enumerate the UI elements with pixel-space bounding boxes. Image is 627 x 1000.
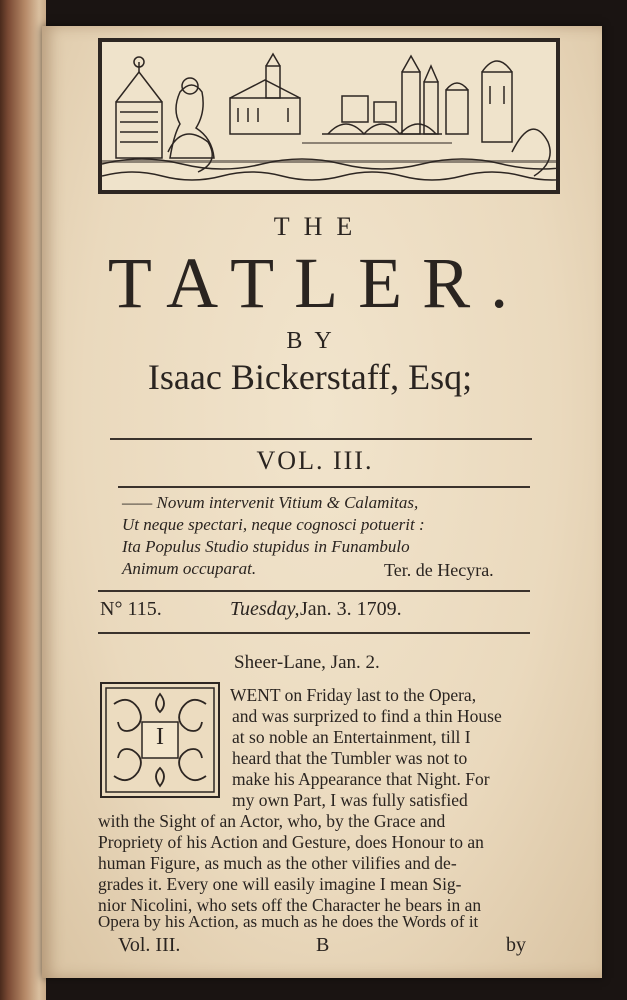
issue-date: Jan. 3. 1709. — [300, 598, 402, 620]
body-line: make his Appearance that Night. For — [232, 769, 490, 789]
epigraph-source: Ter. de Hecyra. — [384, 560, 494, 580]
issue-day: Tuesday, — [230, 598, 300, 620]
body-line: my own Part, I was fully satisfied — [232, 790, 468, 810]
footer-signature: Vol. III. — [118, 934, 181, 956]
epigraph-line: —— Novum intervenit Vitium & Calamitas, — [122, 493, 419, 512]
body-line: grades it. Every one will easily imagine I mean Sig- — [98, 874, 462, 894]
body-line: human Figure, as much as the other vilifies and de- — [98, 853, 457, 873]
volume-rule-top — [110, 438, 532, 440]
volume-label: VOL. III. — [256, 446, 374, 475]
issue-rule-bottom — [98, 632, 530, 634]
footer-catchword: by — [506, 934, 526, 956]
volume-rule-bottom — [118, 486, 530, 488]
book-spine — [0, 0, 46, 1000]
drop-cap-letter: I — [156, 724, 164, 750]
body-line: at so noble an Entertainment, till I — [232, 727, 471, 747]
body-line: and was surprized to find a thin House — [232, 706, 502, 726]
footer-mark: B — [316, 934, 330, 956]
body-line: heard that the Tumbler was not to — [232, 748, 468, 768]
epigraph-line: Ut neque spectari, neque cognosci potuerit : — [122, 515, 425, 534]
body-line: with the Sight of an Actor, who, by the Grace and — [98, 811, 446, 831]
masthead-by: BY — [286, 328, 344, 354]
masthead-the: THE — [273, 212, 367, 241]
body-line: nior Nicolini, who sets off the Character he bears in an — [98, 895, 482, 915]
issue-number: N° 115. — [100, 598, 162, 620]
epigraph-line: Ita Populus Studio stupidus in Funambulo — [122, 537, 410, 556]
masthead-title: TATLER. — [107, 243, 529, 323]
dateline: Sheer-Lane, Jan. 2. — [234, 652, 380, 673]
woodcut-illustration — [98, 38, 560, 194]
issue-rule-top — [98, 590, 530, 592]
epigraph-line: Animum occuparat. — [122, 559, 257, 578]
masthead-author: Isaac Bickerstaff, Esq; — [147, 357, 473, 397]
body-line: WENT on Friday last to the Opera, — [230, 685, 477, 705]
woodcut-scene-icon — [102, 42, 556, 190]
body-line: Opera by his Action, as much as he does the Words of it — [98, 912, 479, 931]
drop-cap-ornament — [100, 682, 220, 798]
body-line: Propriety of his Action and Gesture, does Honour to an — [98, 832, 484, 852]
